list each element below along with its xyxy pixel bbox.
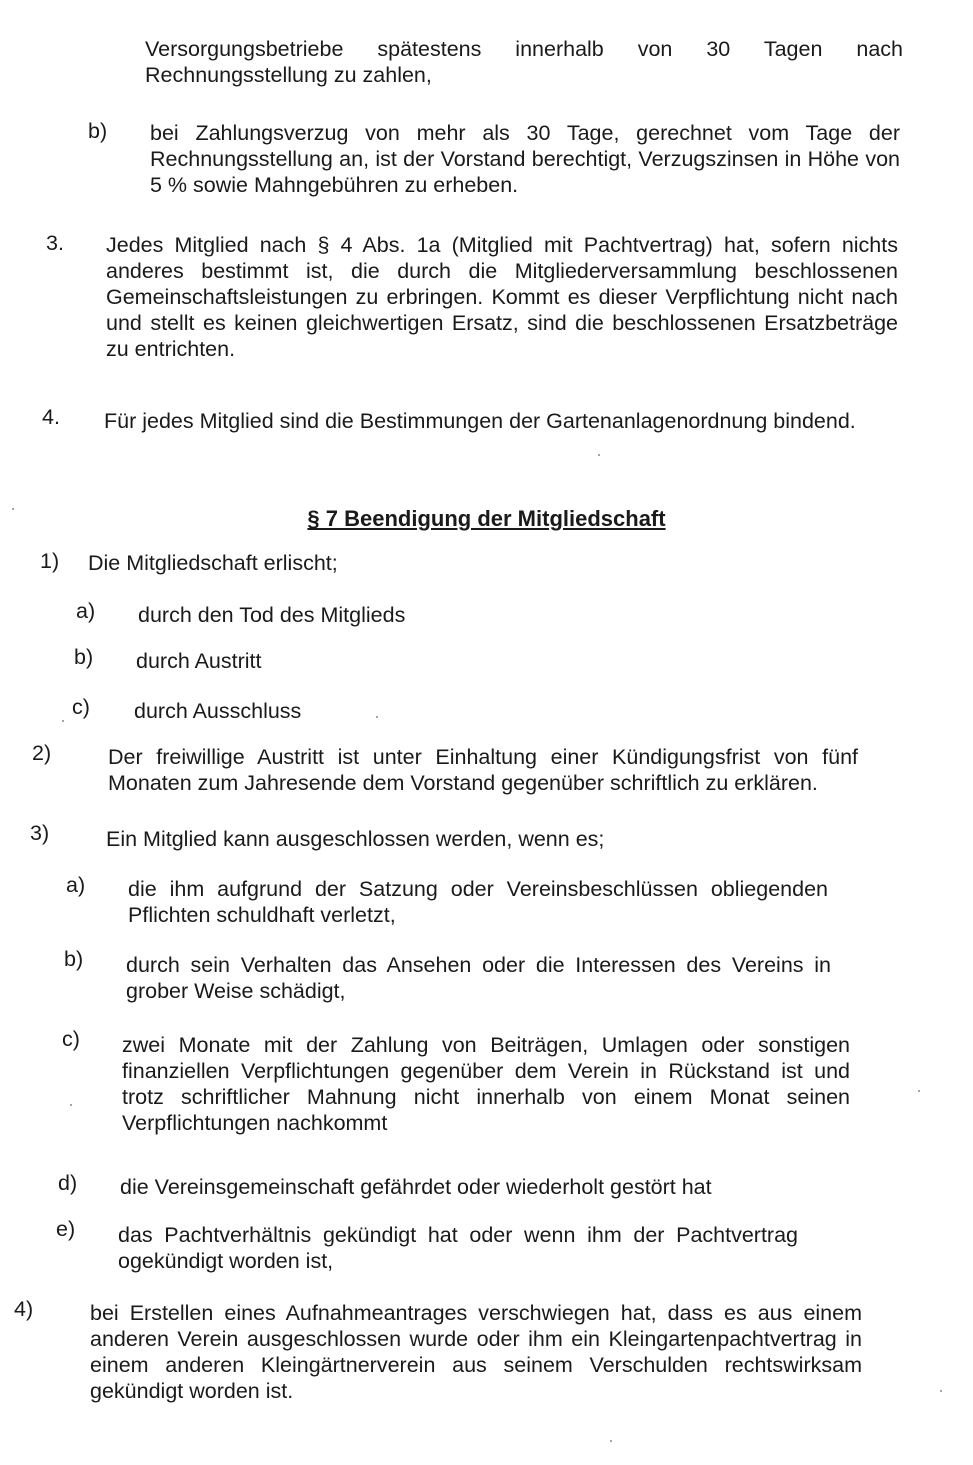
item-tod <box>138 602 838 628</box>
item-vereinsgemeinschaft <box>120 1174 840 1200</box>
list-marker: b) <box>64 947 84 971</box>
list-marker: 4) <box>14 1297 34 1321</box>
list-marker: c) <box>62 1027 80 1051</box>
paragraph-b-zahlungsverzug <box>150 120 900 198</box>
paragraph-4-aufnahmeantrag <box>90 1300 862 1404</box>
paragraph-text: Für jedes Mitglied sind die Bestimmungen der Gartenanlagenordnung bindend. <box>104 409 856 433</box>
paragraph-text: Versorgungsbetriebe spätestens innerhalb von 30 Tagen nach Rechnungsstellung zu zahlen, <box>145 37 903 87</box>
item-text: durch Ausschluss <box>134 699 302 723</box>
paragraph-1-erlischt <box>88 550 888 576</box>
section-heading: § 7 Beendigung der Mitgliedschaft <box>307 506 666 531</box>
scan-speck <box>70 1104 72 1106</box>
list-marker: c) <box>72 695 90 719</box>
list-marker: b) <box>74 645 94 669</box>
paragraph-text: Die Mitgliedschaft erlischt; <box>88 551 338 575</box>
item-text: die ihm aufgrund der Satzung oder Vereinsbeschlüssen obliegenden Pflichten schuldhaft verletzt, <box>128 877 828 927</box>
paragraph-3-gemeinschaftsleistungen <box>106 232 898 362</box>
paragraph-3-ausschluss <box>106 826 886 852</box>
scan-speck <box>940 1390 942 1392</box>
paragraph-continuation <box>145 36 903 88</box>
list-marker: e) <box>56 1217 76 1241</box>
item-austritt <box>136 648 836 674</box>
list-marker: 4. <box>42 405 60 429</box>
paragraph-text: bei Zahlungsverzug von mehr als 30 Tage, gerechnet vom Tage der Rechnungsstellung an, ist der Vorstand berechtigt, Verzugszinsen in Höhe von 5 % sowie Mahngebühren zu erheben. <box>150 121 900 197</box>
item-text: das Pachtverhältnis gekündigt hat oder wenn ihm der Pachtvertrag ogekündigt worden ist, <box>118 1223 798 1273</box>
item-pflichten <box>128 876 828 928</box>
item-text: zwei Monate mit der Zahlung von Beiträgen, Umlagen oder sonstigen finanziellen Verpflichtungen gegenüber dem Verein in Rückstand ist und trotz schriftlicher Mahnung nicht innerhalb von einem Monat seinen Verpflichtungen nachkommt <box>122 1033 850 1135</box>
list-marker: d) <box>58 1171 78 1195</box>
list-marker: 2) <box>32 741 52 765</box>
list-marker: 1) <box>40 549 60 573</box>
list-marker: a) <box>66 873 86 897</box>
item-text: durch den Tod des Mitglieds <box>138 603 406 627</box>
paragraph-text: Der freiwillige Austritt ist unter Einhaltung einer Kündigungsfrist von fünf Monaten zum Jahresende dem Vorstand gegenüber schriftlich zu erklären. <box>108 745 858 795</box>
item-zahlungsrueckstand <box>122 1032 850 1136</box>
item-pachtverhaeltnis <box>118 1222 798 1274</box>
item-ansehen <box>126 952 831 1004</box>
paragraph-text: bei Erstellen eines Aufnahmeantrages verschwiegen hat, dass es aus einem anderen Verein ausgeschlossen wurde oder ihm ein Kleingartenpachtvertrag in einem anderen Kleingärtnerverein aus seinem Verschulden rechtswirksam gekündigt worden ist. <box>90 1301 862 1403</box>
list-marker: a) <box>76 599 96 623</box>
item-text: durch sein Verhalten das Ansehen oder die Interessen des Vereins in grober Weise schädigt, <box>126 953 831 1003</box>
paragraph-2-freiwilliger-austritt <box>108 744 858 796</box>
item-text: die Vereinsgemeinschaft gefährdet oder wiederholt gestört hat <box>120 1175 712 1199</box>
paragraph-text: Ein Mitglied kann ausgeschlossen werden, wenn es; <box>106 827 605 851</box>
scan-speck <box>918 1090 920 1092</box>
list-marker: 3. <box>46 231 64 255</box>
scan-speck <box>598 454 600 456</box>
item-ausschluss <box>134 698 834 724</box>
list-marker: 3) <box>30 821 50 845</box>
scan-speck <box>376 716 378 718</box>
scan-speck <box>610 1440 612 1442</box>
list-marker: b) <box>88 119 108 143</box>
item-text: durch Austritt <box>136 649 262 673</box>
scan-speck <box>12 508 14 510</box>
scan-speck <box>62 720 64 722</box>
paragraph-text: Jedes Mitglied nach § 4 Abs. 1a (Mitglied mit Pachtvertrag) hat, sofern nichts anderes bestimmt ist, die durch die Mitgliederversammlung beschlossenen Gemeinschaftsleistungen zu erbringen. Kommt es dieser Verpflichtung nicht nach und stellt es keinen gleichwertigen Ersatz, sind die beschlossenen Ersatzbeträge zu entrichten. <box>106 233 898 361</box>
paragraph-4-gartenanlagenordnung <box>104 408 894 434</box>
